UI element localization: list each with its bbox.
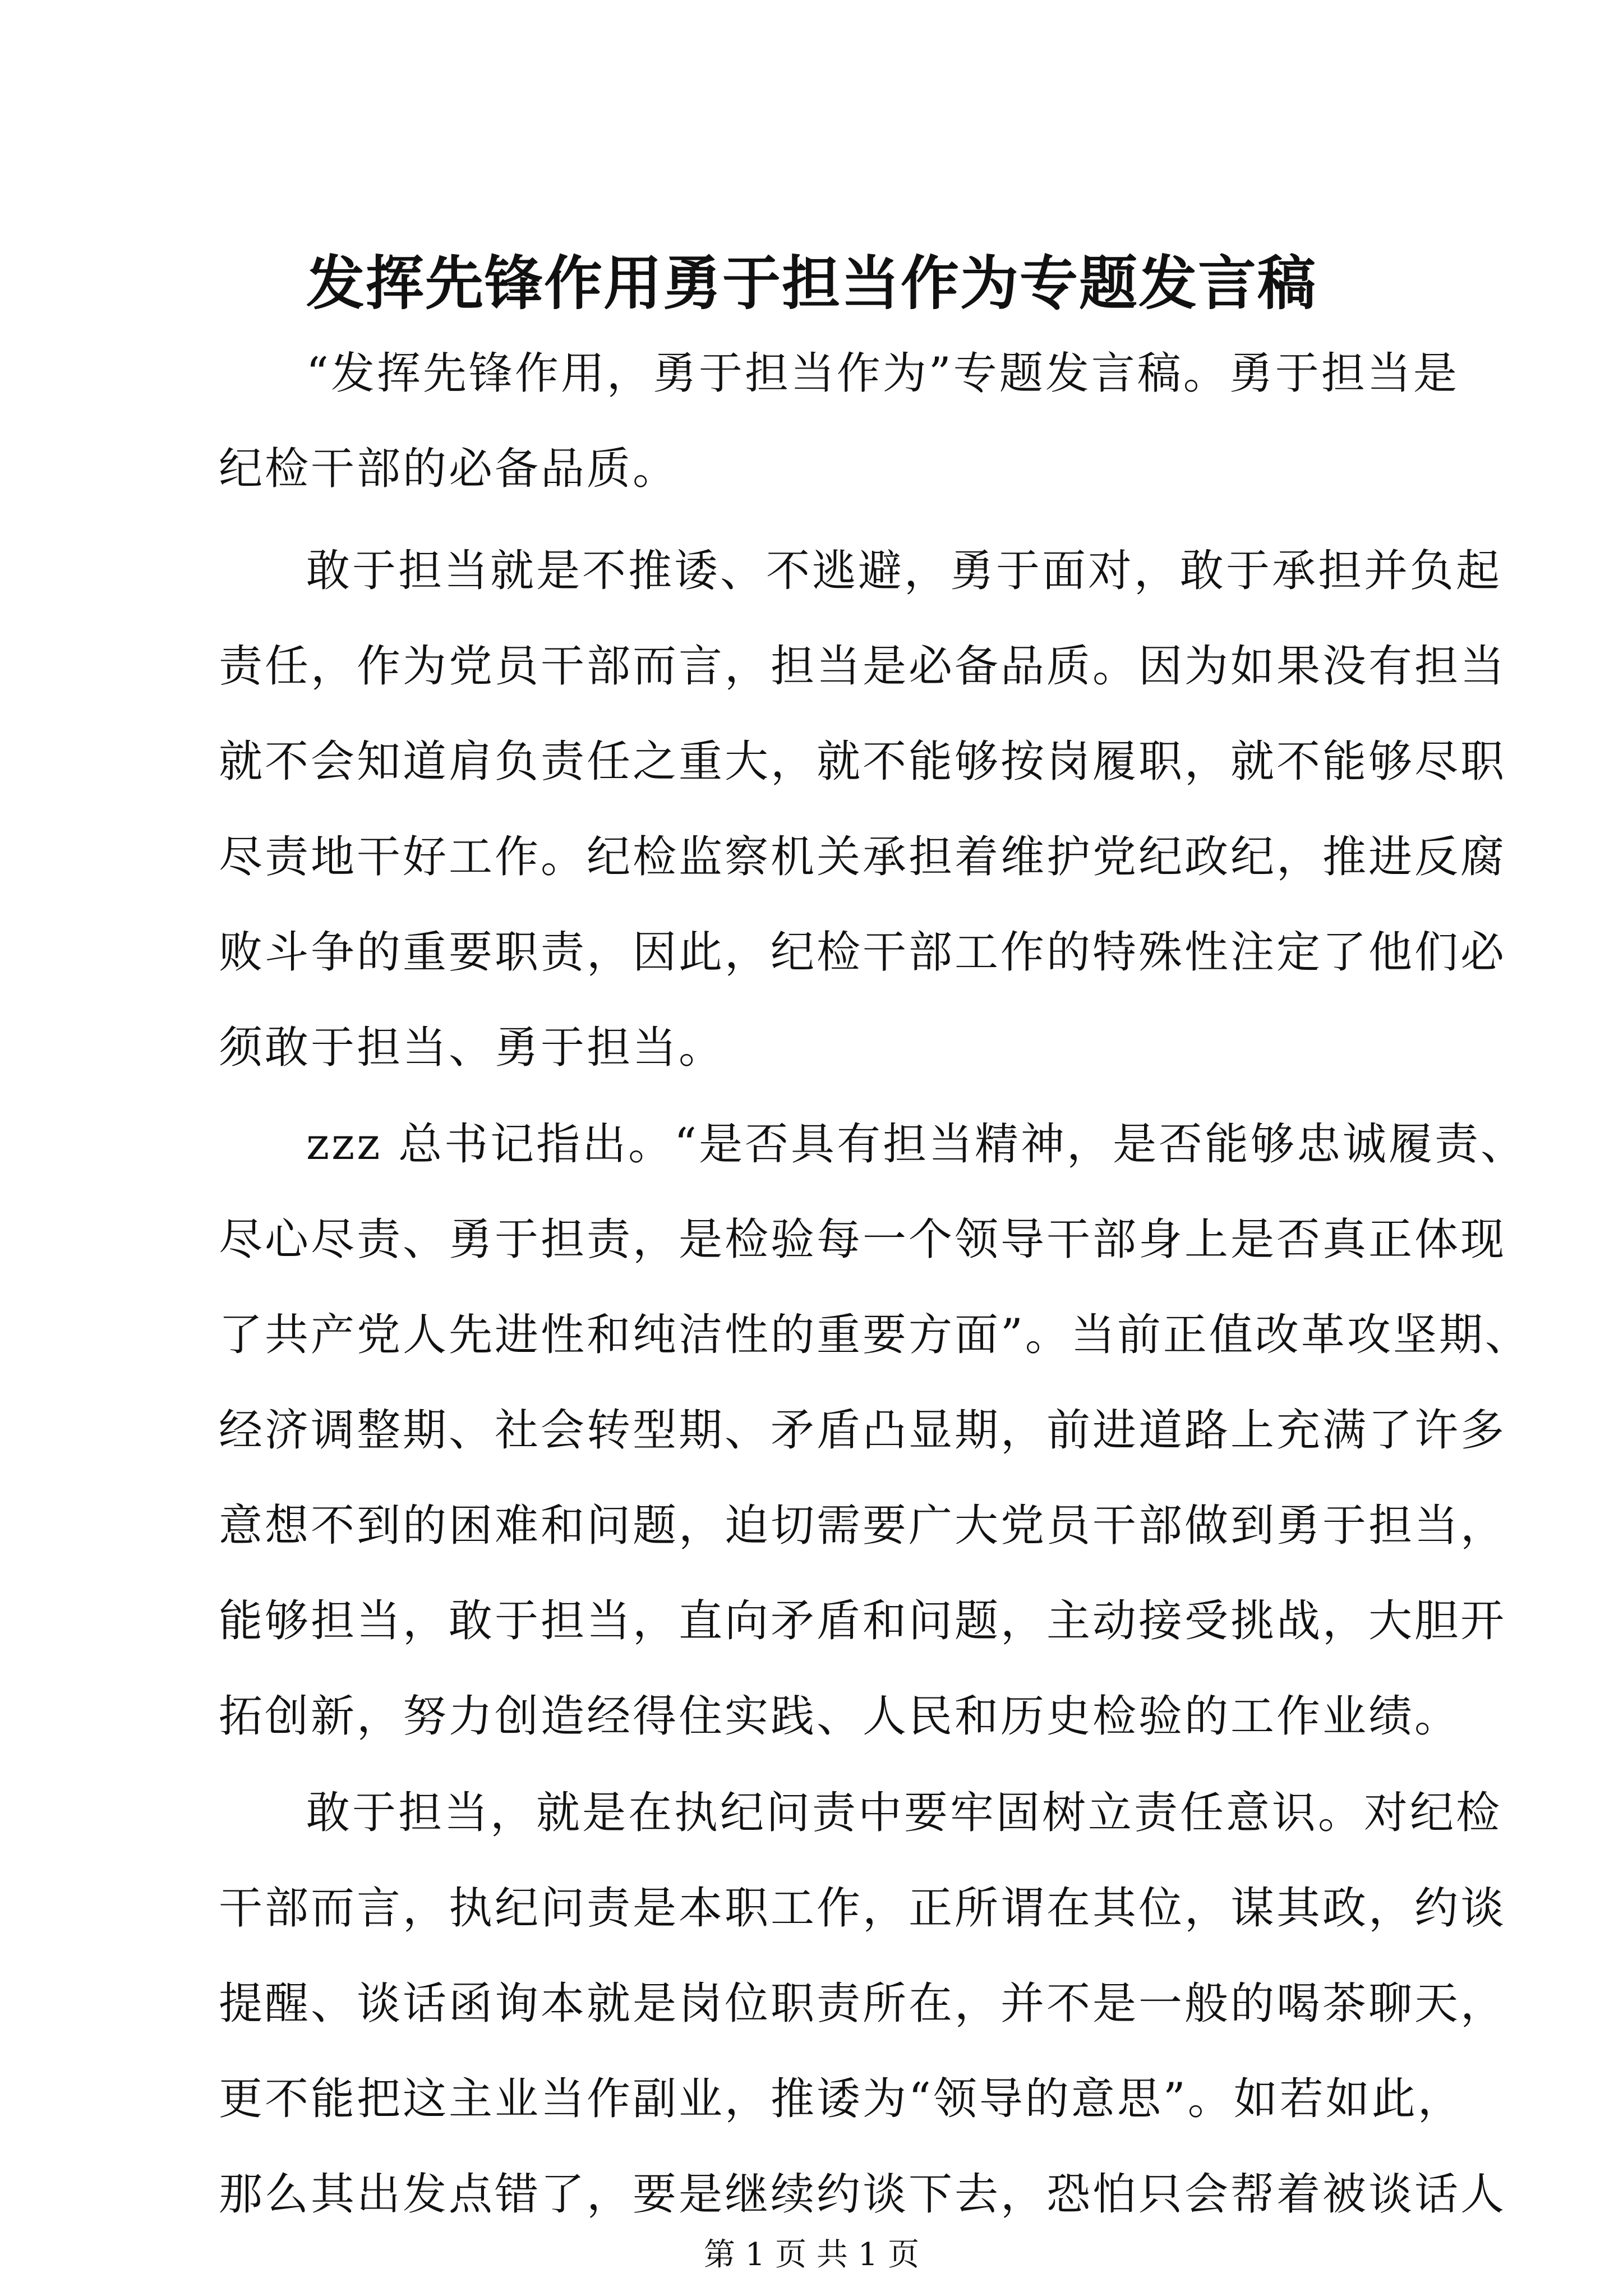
body-line: 责任，作为党员干部而言，担当是必备品质。因为如果没有担当 — [219, 641, 1507, 692]
body-line: 提醒、谈话函询本就是岗位职责所在，并不是一般的喝茶聊天， — [219, 1978, 1507, 2029]
body-line: “发挥先锋作用，勇于担当作为”专题发言稿。勇于担当是 — [306, 348, 1459, 399]
body-line: 须敢于担当、勇于担当。 — [219, 1023, 725, 1073]
body-line: zzz 总书记指出。“是否具有担当精神，是否能够忠诚履责、 — [306, 1119, 1527, 1170]
page-footer: 第 1 页 共 1 页 — [703, 2237, 920, 2273]
body-line: 那么其出发点错了，要是继续约谈下去，恐怕只会帮着被谈话人 — [219, 2169, 1507, 2220]
body-line: 纪检干部的必备品质。 — [219, 444, 679, 494]
body-line: 敢于担当就是不推诿、不逃避，勇于面对，敢于承担并负起 — [306, 546, 1502, 596]
body-line: 敢于担当，就是在执纪问责中要牢固树立责任意识。对纪检 — [306, 1788, 1502, 1838]
body-line: 了共产党人先进性和纯洁性的重要方面”。当前正值改革攻坚期、 — [219, 1310, 1531, 1360]
body-line: 更不能把这主业当作副业，推诿为“领导的意思”。如若如此， — [219, 2074, 1464, 2124]
body-line: 经济调整期、社会转型期、矛盾凸显期，前进道路上充满了许多 — [219, 1405, 1507, 1456]
body-line: 拓创新，努力创造经得住实践、人民和历史检验的工作业绩。 — [219, 1691, 1461, 1742]
body-line: 意想不到的困难和问题，迫切需要广大党员干部做到勇于担当， — [219, 1501, 1507, 1551]
body-line: 干部而言，执纪问责是本职工作，正所谓在其位，谋其政，约谈 — [219, 1883, 1507, 1934]
body-line: 能够担当，敢于担当，直向矛盾和问题，主动接受挑战，大胆开 — [219, 1596, 1507, 1646]
body-line: 就不会知道肩负责任之重大，就不能够按岗履职，就不能够尽职 — [219, 737, 1507, 787]
document-title: 发挥先锋作用勇于担当作为专题发言稿 — [306, 249, 1317, 318]
body-line: 尽责地干好工作。纪检监察机关承担着维护党纪政纪，推进反腐 — [219, 832, 1507, 882]
body-line: 尽心尽责、勇于担责，是检验每一个领导干部身上是否真正体现 — [219, 1214, 1507, 1265]
body-line: 败斗争的重要职责，因此，纪检干部工作的特殊性注定了他们必 — [219, 927, 1507, 978]
